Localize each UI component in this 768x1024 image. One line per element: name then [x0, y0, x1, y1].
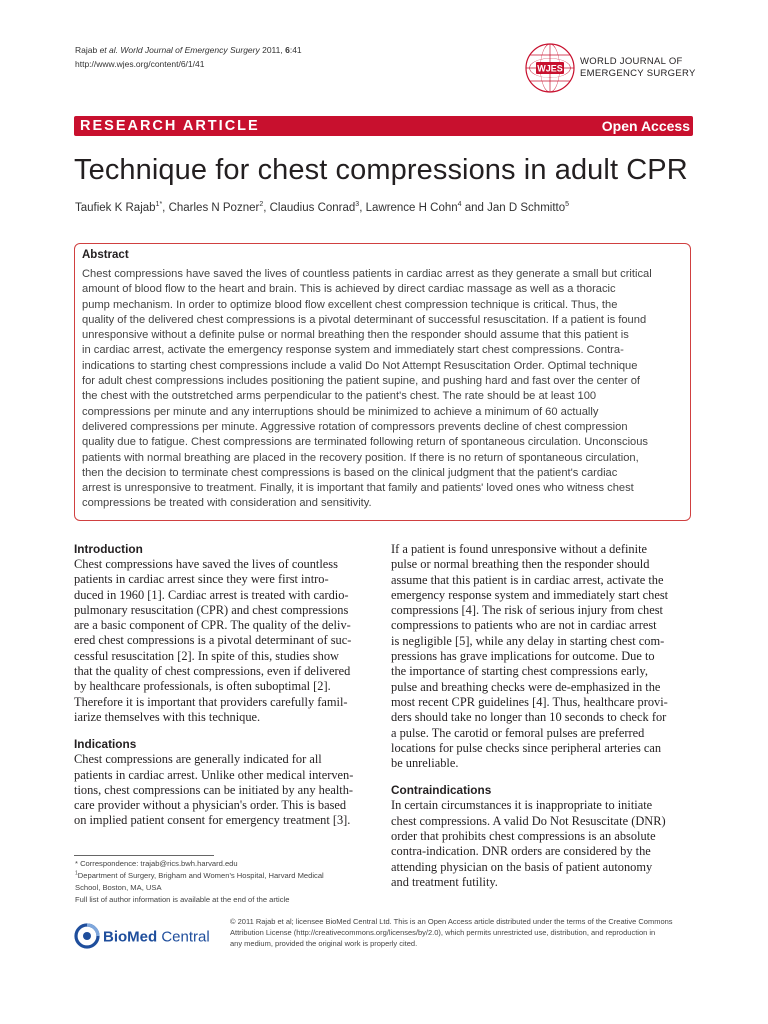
logo-text-biomed: BioMed	[103, 928, 158, 946]
footnote-divider	[74, 855, 214, 856]
citation-url[interactable]: http://www.wjes.org/content/6/1/41	[75, 59, 205, 69]
text-line: iarize themselves with this technique.	[74, 709, 261, 724]
abstract-line: amount of blood flow to the heart and brain. This is achieved by direct cardiac massage as well as a thoracic	[82, 283, 616, 296]
text-line: that the quality of chest compressions, even if delivered	[74, 664, 351, 679]
abstract-line: pump mechanism. In order to optimize blood flow excellent chest compression technique is critical. Thus, the	[82, 298, 618, 311]
correspondence-note[interactable]: * Correspondence: trajab@rics.bwh.harvard.edu	[75, 859, 238, 868]
text-line: ered chest compressions is a pivotal determinant of suc-	[74, 633, 352, 648]
author-separator: ,	[263, 202, 270, 214]
text-line: compressions to patients who are not in cardiac arrest	[391, 618, 657, 633]
abstract-line: unresponsive without a definite pulse or normal breathing then the responder should assume that this patient is	[82, 329, 629, 342]
article-title: Technique for chest compressions in adult CPR	[74, 154, 688, 186]
citation-authors: Rajab	[75, 45, 100, 55]
text-line: If a patient is found unresponsive without a definite	[391, 542, 648, 556]
contraindications-paragraph	[391, 798, 694, 890]
text-line: pulmonary resuscitation (CPR) and chest compressions	[74, 602, 349, 617]
text-line: most recent CPR guidelines [4]. Thus, healthcare provi-	[391, 694, 668, 709]
text-line: In certain circumstances it is inappropriate to initiate	[391, 798, 653, 813]
text-line: assume that this patient is in cardiac arrest, activate the	[391, 572, 664, 587]
text-line: compressions [4]. The risk of serious injury from chest	[391, 603, 663, 618]
citation-journal: et al. World Journal of Emergency Surgery	[99, 45, 260, 55]
text-line: ders should take no longer than 10 seconds to check for	[391, 710, 667, 725]
author-separator: ,	[162, 202, 169, 214]
text-line: contra-indication. DNR orders are considered by the	[391, 844, 651, 859]
author-separator: and	[461, 202, 488, 214]
citation-line	[75, 43, 302, 57]
svg-text:BioMed Central	[103, 929, 210, 946]
citation-volume: 6	[285, 45, 290, 55]
author-name: Charles N Pozner	[168, 202, 260, 214]
author-affiliation: 2	[259, 201, 264, 209]
text-line: pulse and breathing checks were de-emphasized in the	[391, 679, 661, 694]
author-info-note: Full list of author information is available at the end of the article	[75, 895, 290, 904]
open-access-label: Open Access	[601, 118, 690, 134]
text-line: duced in 1960 [1]. Cardiac arrest is treated with cardio-	[74, 587, 349, 602]
section-heading-indications: Indications	[74, 737, 137, 752]
text-line: Therefore it is important that providers carefully famil-	[74, 694, 348, 709]
journal-name-line2: EMERGENCY SURGERY	[580, 68, 696, 79]
affiliation-note	[75, 870, 375, 882]
citation-block	[75, 43, 302, 71]
text-line: cessful resuscitation [2]. In spite of this, studies show	[74, 648, 339, 663]
article-type-label: RESEARCH ARTICLE	[80, 118, 260, 134]
text-line: patients in cardiac arrest. Unlike other medical interven-	[74, 767, 354, 782]
license-line: © 2011 Rajab et al; licensee BioMed Central Ltd. This is an Open Access article distributed under the terms of the Creative Commons	[230, 917, 673, 926]
license-line: Attribution License (http://creativecommons.org/licenses/by/2.0), which permits unrestricted use, distribution, and reproduction in	[230, 928, 656, 937]
text-line: be unreliable.	[391, 756, 459, 771]
abstract-line: quality of the delivered chest compressions is a pivotal determinant of successful resuscitation. If a patient is found	[82, 313, 647, 326]
abstract-line: arrest is unresponsive to treatment. Finally, it is important that family and patients' loved ones who witness chest	[82, 482, 634, 495]
abstract-line: delivered compressions per minute. Aggressive rotation of compressors prevents decline of chest compression	[82, 420, 628, 433]
logo-badge-text: WJES	[537, 63, 563, 74]
abstract-line: in cardiac arrest, activate the emergency response system and immediately start chest compressions. Contra-	[82, 344, 624, 357]
text-line: the importance of starting chest compressions early,	[391, 664, 648, 679]
abstract-line: compressions be treated with consideration and sensitivity.	[82, 497, 372, 510]
text-line: order that prohibits chest compressions is an absolute	[391, 829, 656, 844]
footnotes	[75, 858, 375, 906]
text-line: chest compressions. A valid Do Not Resuscitate (DNR)	[391, 813, 666, 828]
affiliation-number: 1	[75, 870, 78, 877]
text-line: is negligible [5], while any delay in starting chest com-	[391, 633, 665, 648]
license-line: any medium, provided the original work is properly cited.	[230, 939, 418, 948]
abstract-line: compressions per minute and any interruptions should be minimized to achieve a minimum of 60 actually	[82, 405, 599, 418]
author-name: Taufiek K Rajab	[75, 202, 156, 214]
text-line: tions, chest compressions can be initiated by any health-	[74, 782, 354, 797]
author-separator: ,	[359, 202, 366, 214]
abstract-line: indications to starting chest compressions include a valid Do Not Attempt Resuscitation Order. Optimal technique	[82, 359, 638, 372]
text-line: by healthcare professionals, is often suboptimal [2].	[74, 679, 331, 694]
text-line: emergency response system and immediately start chest	[391, 587, 669, 602]
author-affiliation: 1*	[155, 201, 163, 209]
section-heading-introduction: Introduction	[74, 542, 143, 556]
introduction-paragraph	[74, 557, 375, 725]
text-line: Chest compressions are generally indicated for all	[74, 752, 322, 767]
indications-paragraph	[74, 752, 375, 828]
text-line: are a basic component of CPR. The quality of the deliv-	[74, 618, 351, 633]
affiliation-line2: School, Boston, MA, USA	[75, 883, 162, 892]
abstract-line: the chest with the outstretched arms perpendicular to the patient's chest. The rate should be at least 100	[82, 390, 597, 403]
abstract-line: patients with normal breathing are placed in the recovery position. If there is no return of spontaneous circulation,	[82, 451, 639, 464]
citation-article: :41	[289, 45, 302, 55]
license-text	[230, 916, 700, 949]
text-line: attending physician on the basis of patient autonomy	[391, 859, 653, 874]
author-name: Claudius Conrad	[269, 202, 356, 214]
text-line: and treatment futility.	[391, 874, 498, 889]
author-list	[75, 198, 569, 218]
author-affiliation: 5	[565, 201, 570, 209]
text-line: care provider without a physician's order. This is based	[74, 798, 347, 813]
abstract-line: then the decision to terminate chest compressions is based on the clinical judgment that the patient's cardiac	[82, 466, 618, 479]
logo-text-central: Central	[157, 928, 210, 946]
text-line: on implied patient consent for emergency treatment [3].	[74, 813, 351, 828]
citation-year: 2011,	[259, 45, 286, 55]
author-name: Jan D Schmitto	[487, 202, 566, 214]
affiliation-line1: Department of Surgery, Brigham and Women's Hospital, Harvard Medical	[77, 871, 324, 880]
journal-name	[580, 56, 696, 80]
text-line: locations for pulse checks since peripheral arteries can	[391, 740, 662, 755]
text-line: patients in cardiac arrest since they were first intro-	[74, 572, 329, 587]
right-column	[391, 542, 694, 890]
left-column	[74, 542, 375, 829]
text-line: pressions has grave implications for outcome. Due to	[391, 649, 655, 664]
author-affiliation: 4	[457, 201, 462, 209]
abstract-heading: Abstract	[82, 249, 129, 261]
journal-name-line1: WORLD JOURNAL OF	[580, 56, 683, 67]
text-line: pulse or normal breathing then the responder should	[391, 557, 650, 572]
text-line: a pulse. The carotid or femoral pulses are preferred	[391, 725, 645, 740]
author-affiliation: 3	[355, 201, 360, 209]
author-name: Lawrence H Cohn	[365, 202, 458, 214]
section-heading-contraindications: Contraindications	[391, 783, 492, 798]
abstract-line: quality due to fatigue. Chest compressions are terminated following return of spontaneous circulation. Unconscious	[82, 436, 649, 449]
text-line: Chest compressions have saved the lives of countless	[74, 557, 338, 571]
abstract-line: for adult chest compressions includes positioning the patient supine, and pushing hard and fast over the center of	[82, 375, 641, 388]
abstract-line: Chest compressions have saved the lives of countless patients in cardiac arrest as they generate a small but critical	[82, 268, 652, 280]
abstract-text	[82, 267, 686, 512]
pulse-check-paragraph	[391, 542, 694, 771]
biomed-central-logo-icon	[74, 922, 224, 950]
